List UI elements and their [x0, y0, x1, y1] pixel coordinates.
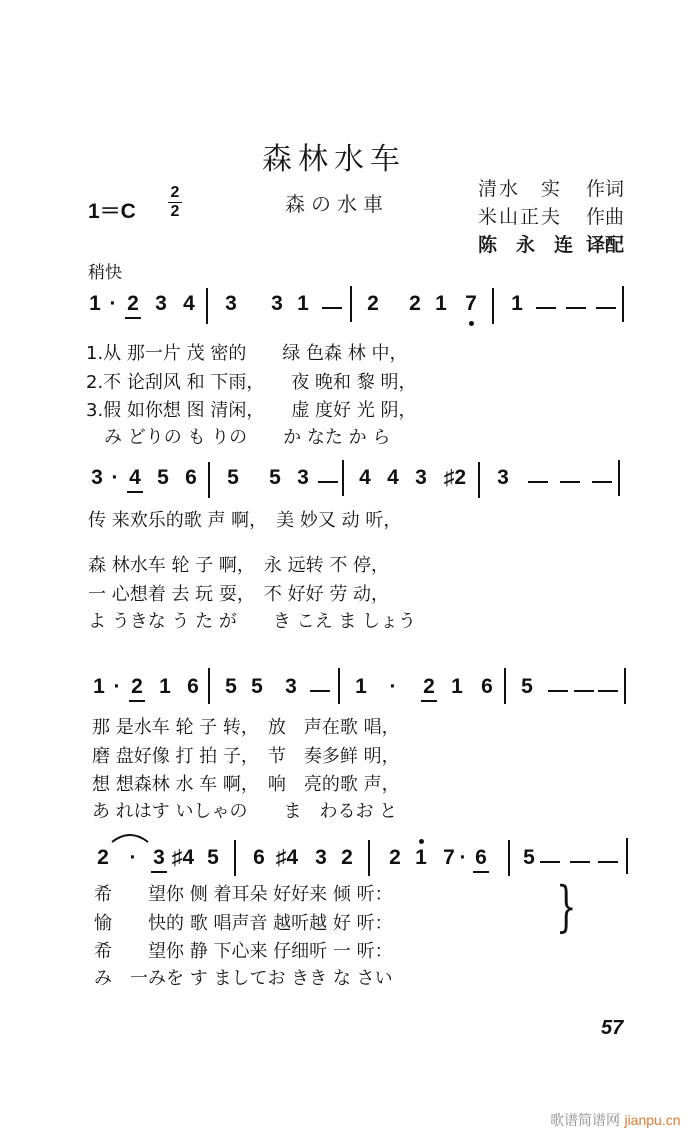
bar-line — [626, 838, 628, 874]
note-dot: · — [109, 292, 117, 315]
lyric-line: 希 望你 侧 着耳朵 好好来 倾 听： — [94, 884, 393, 905]
song-subtitle-japanese: 森の水車 — [285, 192, 389, 216]
lyric-line: 想 想森林 水 车 啊， 响 亮的歌 声， — [92, 774, 400, 795]
note-dot: · — [129, 846, 137, 869]
note: 1 — [297, 292, 309, 315]
sustain-dash — [596, 307, 616, 309]
note: 4 — [183, 292, 195, 315]
bar-line — [368, 840, 370, 876]
note: 1 — [435, 292, 447, 315]
sustain-dash — [536, 307, 556, 309]
lyric-line: よ うきな う た が き こえ ま しょう — [88, 611, 417, 632]
sustain-dash — [598, 690, 618, 692]
note: 1 — [355, 675, 367, 698]
tempo-marking: 稍快 — [88, 263, 122, 283]
sustain-dash — [322, 307, 342, 309]
note: 6 — [472, 846, 490, 870]
lyricist-name: 清水 实 — [478, 178, 563, 200]
bar-line — [492, 288, 494, 324]
watermark — [550, 1110, 681, 1130]
note-sharp: ♯4 — [275, 846, 299, 869]
note-sharp: ♯4 — [171, 846, 195, 869]
verse-brace: } — [556, 875, 577, 938]
note-dot: · — [389, 675, 397, 698]
note: 5 — [269, 466, 281, 489]
note: 5 — [227, 466, 239, 489]
note: 3 — [497, 466, 509, 489]
note: 5 — [225, 675, 237, 698]
note: 1 — [89, 292, 101, 315]
lyric-line: 那 是水车 轮 子 转， 放 声在歌 唱， — [92, 717, 400, 738]
page-number: 57 — [601, 1017, 624, 1039]
note-low-octave: 7 — [462, 292, 480, 316]
note: 2 — [97, 846, 109, 869]
bar-line — [206, 288, 208, 324]
sustain-dash — [566, 307, 586, 309]
note: 6 — [253, 846, 265, 869]
note: 4 — [359, 466, 371, 489]
lyric-line: 2.不 论刮风 和 下雨， 夜 晚和 黎 明， — [86, 372, 417, 393]
watermark-text: 歌谱简谱网 — [550, 1113, 620, 1129]
sustain-dash — [318, 481, 338, 483]
note: 2 — [128, 675, 146, 699]
note: 3 — [415, 466, 427, 489]
bar-line — [338, 668, 340, 704]
lyric-line: あ れはす いしゃの ま わるお と — [92, 801, 398, 822]
bar-line — [350, 286, 352, 322]
lyric-line: み どりの も りの か なた か ら — [86, 427, 391, 448]
sustain-dash — [592, 481, 612, 483]
note: 3 — [285, 675, 297, 698]
bar-line — [618, 460, 620, 496]
note: 4 — [387, 466, 399, 489]
note: 2 — [389, 846, 401, 869]
note: 5 — [523, 846, 535, 869]
note: 2 — [341, 846, 353, 869]
note: 1 — [451, 675, 463, 698]
lyric-line: 3.假 如你想 图 清闲， 虚 度好 光 阴， — [86, 400, 417, 421]
note: 3 — [150, 846, 168, 870]
note: 2 — [367, 292, 379, 315]
composer-name: 米山正夫 — [478, 206, 563, 228]
bar-line — [622, 286, 624, 322]
sustain-dash — [310, 690, 330, 692]
credit-lyricist — [478, 174, 624, 201]
lyric-line: 1.从 那一片 茂 密的 绿 色森 林 中， — [86, 343, 408, 364]
note: 5 — [157, 466, 169, 489]
note: 3 — [225, 292, 237, 315]
lyric-line: 希 望你 静 下心来 仔细听 一 听： — [94, 941, 393, 962]
time-signature-bottom: 2 — [170, 203, 180, 220]
bar-line — [208, 462, 210, 498]
bar-line — [624, 668, 626, 704]
note: 3 — [155, 292, 167, 315]
sustain-dash — [528, 481, 548, 483]
note: 1 — [511, 292, 523, 315]
lyric-line: 磨 盘好像 打 拍 子， 节 奏多鲜 明， — [92, 746, 400, 767]
sustain-dash — [560, 481, 580, 483]
note: 3 — [91, 466, 103, 489]
note-dot: · — [113, 675, 121, 698]
credit-translator — [478, 230, 624, 257]
lyric-line: 森 林水车 轮 子 啊， 永 远转 不 停， — [88, 555, 390, 576]
time-signature-top: 2 — [170, 184, 180, 201]
lyric-line: 愉 快的 歌 唱声音 越听越 好 听： — [94, 913, 393, 934]
note-high-octave: 1 — [412, 846, 430, 870]
note: 5 — [251, 675, 263, 698]
note: 4 — [126, 466, 144, 490]
translator-name: 陈 永 连 — [478, 234, 574, 256]
lyric-line: み 一みを す ましてお きき な さい — [94, 968, 393, 989]
note: 6 — [481, 675, 493, 698]
note: 1 — [159, 675, 171, 698]
note-dot: · — [111, 466, 119, 489]
lyric-line: 传 来欢乐的歌 声 啊， 美 妙又 动 听， — [88, 510, 402, 531]
sustain-dash — [540, 861, 560, 863]
note: 5 — [207, 846, 219, 869]
note-dot: · — [459, 846, 467, 869]
note: 6 — [185, 466, 197, 489]
credit-composer — [478, 202, 624, 229]
bar-line — [478, 462, 480, 498]
lyricist-role: 作词 — [586, 178, 625, 200]
sustain-dash — [548, 690, 568, 692]
bar-line — [208, 668, 210, 704]
note: 7 — [443, 846, 455, 869]
key-signature: 1＝C — [88, 200, 136, 223]
lyric-line: 一 心想着 去 玩 耍， 不 好好 劳 动， — [88, 584, 390, 605]
sustain-dash — [570, 861, 590, 863]
sustain-dash — [598, 861, 618, 863]
watermark-url[interactable]: jianpu.cn — [624, 1112, 681, 1128]
bar-line — [342, 460, 344, 496]
note: 3 — [271, 292, 283, 315]
tie-arc — [110, 830, 150, 844]
song-title: 森林水车 — [262, 142, 406, 177]
time-signature — [168, 184, 182, 221]
note: 6 — [187, 675, 199, 698]
note: 5 — [521, 675, 533, 698]
note-sharp: ♯2 — [443, 466, 467, 489]
sustain-dash — [574, 690, 594, 692]
note: 2 — [409, 292, 421, 315]
bar-line — [504, 668, 506, 704]
note: 1 — [93, 675, 105, 698]
composer-role: 作曲 — [586, 206, 625, 228]
note: 2 — [420, 675, 438, 699]
translator-role: 译配 — [586, 234, 625, 256]
note: 3 — [315, 846, 327, 869]
note: 2 — [124, 292, 142, 316]
bar-line — [234, 840, 236, 876]
note: 3 — [297, 466, 309, 489]
bar-line — [508, 840, 510, 876]
